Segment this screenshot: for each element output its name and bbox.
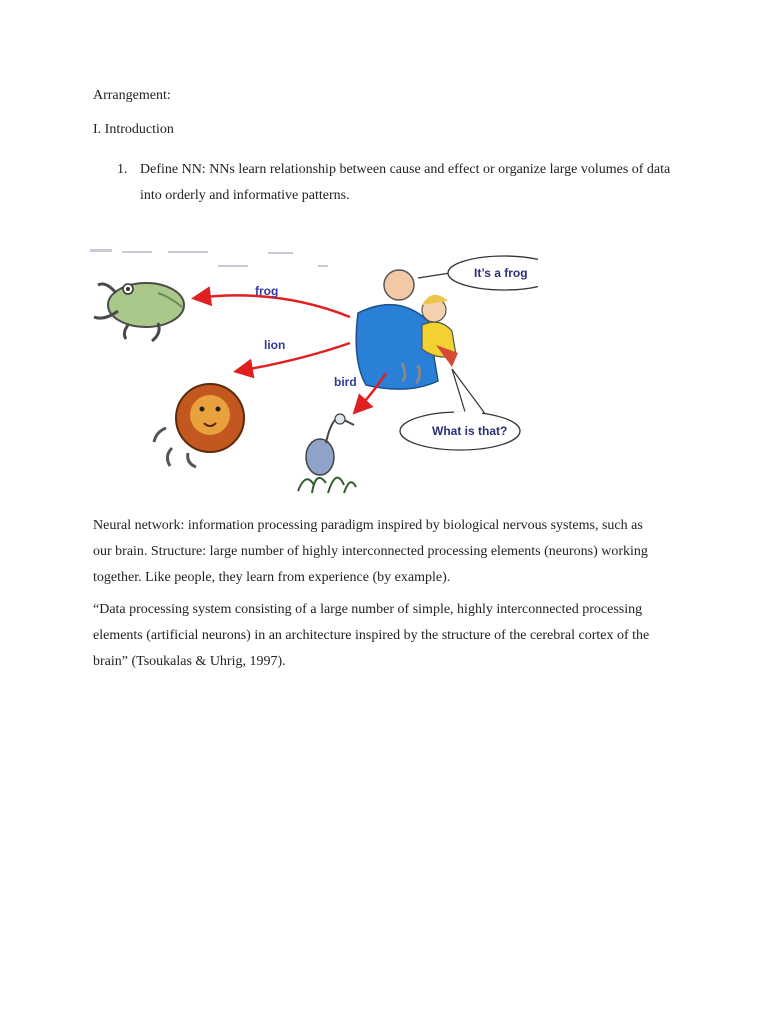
arrangement-heading: Arrangement: [93, 88, 171, 103]
figure-svg [88, 243, 538, 498]
frog-icon [94, 283, 184, 341]
scan-artifact [90, 249, 328, 267]
arrow-to-lion [238, 343, 350, 371]
list-item-text: Define NN: NNs learn relationship between cause and effect or organize large volumes of data into orderly and informative patterns. [140, 162, 671, 203]
bubble-top-text: It’s a frog [474, 266, 528, 280]
definition-paragraph: Neural network: information processing paradigm inspired by biological nervous systems, such as our brain. Structure: large number of highly interconnected processing elements (neurons) working together. Like people, they learn from experience (by example). [93, 518, 648, 585]
arrow-to-frog [196, 295, 350, 317]
bubble-bottom-text: What is that? [432, 424, 508, 438]
list-item-number: 1. [117, 162, 128, 177]
label-frog: frog [255, 284, 279, 298]
heron-icon [298, 414, 356, 493]
speech-bubble-top [418, 256, 538, 290]
introduction-heading: I. Introduction [93, 122, 174, 137]
neural-network-learning-figure [88, 243, 538, 498]
lion-icon [154, 384, 244, 467]
quotation-paragraph: “Data processing system consisting of a large number of simple, highly interconnected processing elements (artificial neurons) in an architecture inspired by the structure of the cerebral cortex of the brain” (Tsoukalas & Uhrig, 1997). [93, 602, 650, 669]
label-bird: bird [334, 375, 357, 389]
label-lion: lion [264, 338, 286, 352]
man-and-child-illustration [356, 270, 458, 389]
